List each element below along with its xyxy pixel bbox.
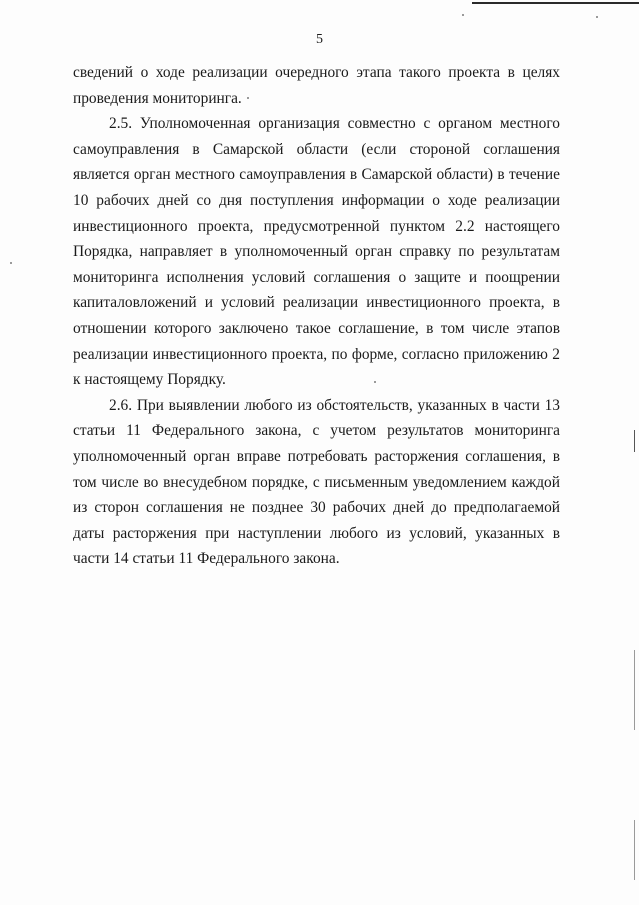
paragraph-2-5: 2.5. Уполномоченная организация совместно с органом местного самоуправления в Самарской области (если стороной соглашения является орган местного самоуправления в Самарской области) в течение 10 рабочих дней со дня поступления информации о ходе реализации инвестиционного проекта, предусмотренной пунктом 2.2 настоящего Порядка, направляет в уполномоченный орган справку по результатам мониторинга исполнения условий соглашения о защите и поощрении капиталовложений и условий реализации инвестиционного проекта, в отношении которого заключено такое соглашение, в том числе этапов реализации инвестиционного проекта, по форме, согласно приложению 2 к настоящему Порядку. (73, 115, 560, 389)
top-edge-rule (472, 2, 639, 4)
scan-speck (374, 381, 376, 383)
document-body (73, 60, 560, 572)
paragraph-2-6: 2.6. При выявлении любого из обстоятельств, указанных в части 13 статьи 11 Федерального закона, с учетом результатов мониторинга уполномоченный орган вправе потребовать расторжения соглашения, в том числе во внесудебном порядке, с письменным уведомлением каждой из сторон соглашения не позднее 30 рабочих дней до предполагаемой даты расторжения при наступлении любого из условий, указанных в части 14 статьи 11 Федерального закона. (73, 396, 560, 568)
paragraph-continuation: сведений о ходе реализации очередного этапа такого проекта в целях проведения мониторинга. (73, 64, 560, 107)
scan-speck (247, 97, 249, 99)
scan-speck (10, 262, 12, 264)
scan-edge-mark (634, 430, 635, 452)
scan-edge-mark (634, 650, 635, 730)
scan-edge-mark (634, 820, 635, 880)
page-number: 5 (316, 32, 323, 47)
scan-speck (596, 16, 598, 18)
scan-speck (462, 14, 464, 16)
